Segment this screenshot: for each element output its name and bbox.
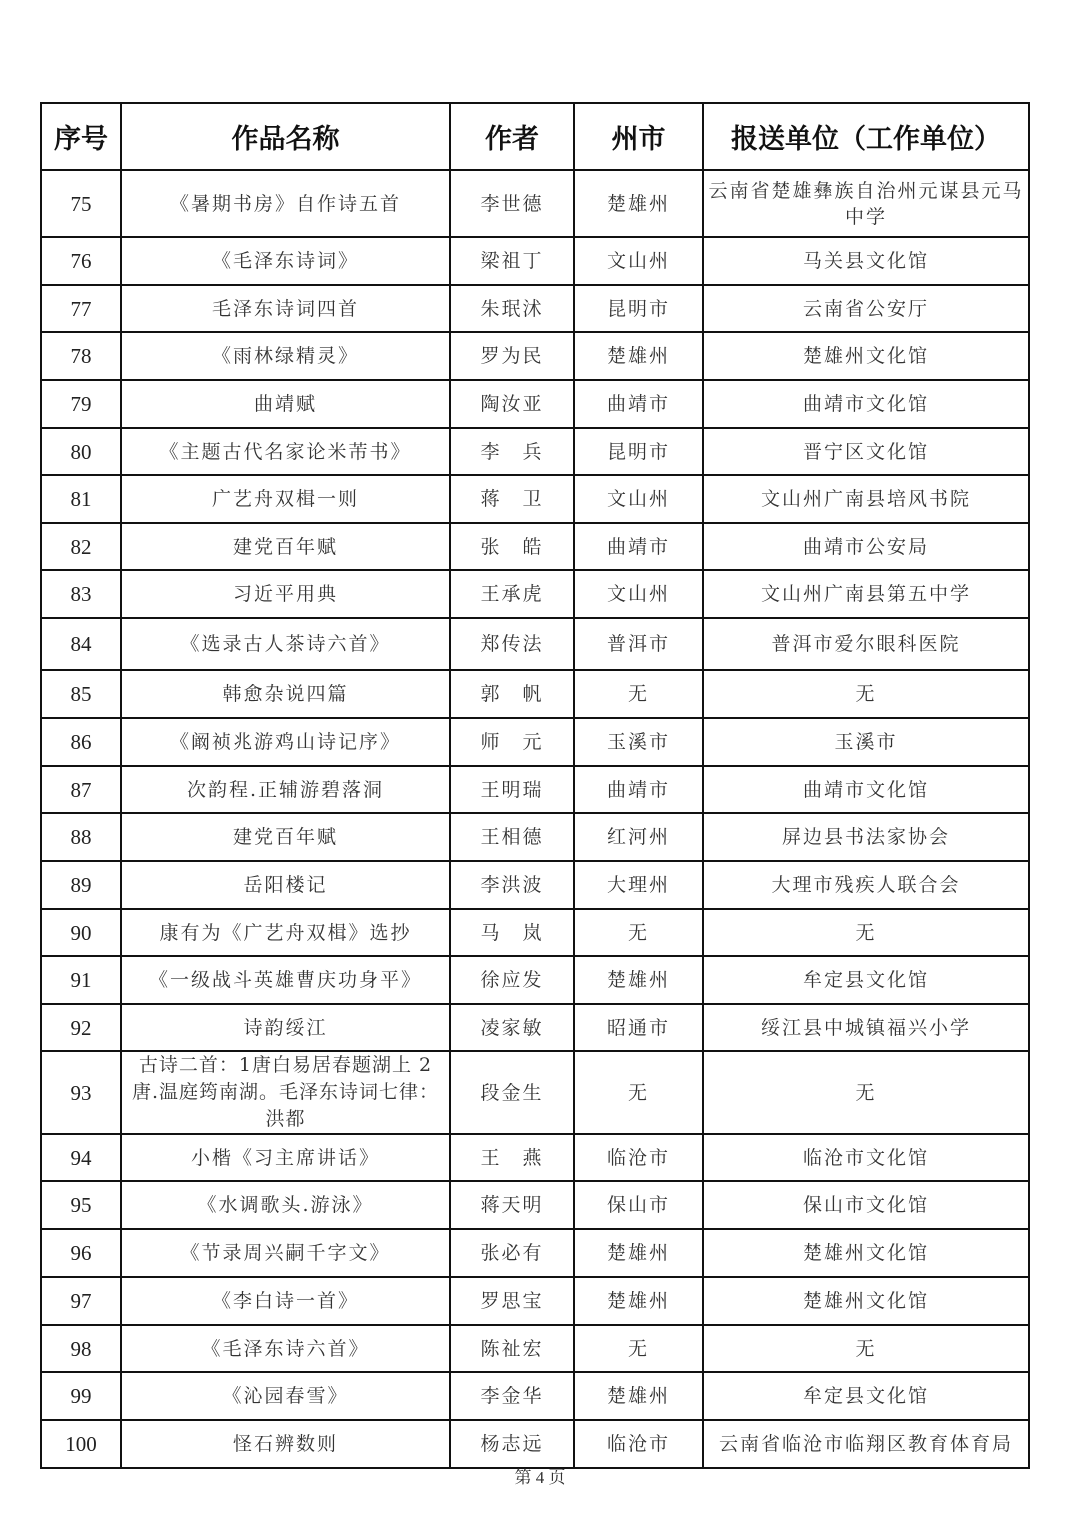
cell-author: 徐应发 xyxy=(450,956,574,1004)
cell-work-title: 小楷《习主席讲话》 xyxy=(121,1134,450,1181)
cell-work-title: 古诗二首：1唐白易居春题湖上 2唐.温庭筠南湖。毛泽东诗词七律：洪都 xyxy=(121,1051,450,1134)
cell-work-title: 《选录古人茶诗六首》 xyxy=(121,618,450,670)
cell-city: 楚雄州 xyxy=(574,1372,703,1420)
cell-submitting-unit: 大理市残疾人联合会 xyxy=(703,861,1029,909)
table-header-row xyxy=(41,103,1029,170)
cell-author: 陈祉宏 xyxy=(450,1325,574,1372)
cell-city: 文山州 xyxy=(574,237,703,285)
table-row xyxy=(41,813,1029,861)
header-work-title: 作品名称 xyxy=(121,103,450,170)
cell-number: 97 xyxy=(41,1277,121,1325)
table-row xyxy=(41,670,1029,718)
cell-city: 楚雄州 xyxy=(574,170,703,237)
cell-author: 郑传法 xyxy=(450,618,574,670)
cell-submitting-unit: 牟定县文化馆 xyxy=(703,1372,1029,1420)
cell-author: 李世德 xyxy=(450,170,574,237)
cell-number: 80 xyxy=(41,428,121,475)
header-submitting-unit: 报送单位（工作单位） xyxy=(703,103,1029,170)
cell-work-title: 《主题古代名家论米芾书》 xyxy=(121,428,450,475)
table-row xyxy=(41,766,1029,813)
table-row xyxy=(41,1181,1029,1229)
submissions-table xyxy=(40,102,1030,1469)
cell-number: 86 xyxy=(41,718,121,766)
cell-number: 95 xyxy=(41,1181,121,1229)
cell-city: 无 xyxy=(574,670,703,718)
cell-author: 朱珉沭 xyxy=(450,285,574,332)
table-row xyxy=(41,237,1029,285)
cell-work-title: 《一级战斗英雄曹庆功身平》 xyxy=(121,956,450,1004)
cell-work-title: 《阚祯兆游鸡山诗记序》 xyxy=(121,718,450,766)
cell-submitting-unit: 云南省公安厅 xyxy=(703,285,1029,332)
cell-author: 梁祖丁 xyxy=(450,237,574,285)
cell-author: 段金生 xyxy=(450,1051,574,1134)
cell-city: 昆明市 xyxy=(574,285,703,332)
cell-number: 98 xyxy=(41,1325,121,1372)
cell-number: 88 xyxy=(41,813,121,861)
table-row xyxy=(41,1229,1029,1277)
cell-city: 大理州 xyxy=(574,861,703,909)
cell-city: 无 xyxy=(574,1325,703,1372)
table-row xyxy=(41,618,1029,670)
cell-number: 79 xyxy=(41,380,121,428)
cell-city: 昭通市 xyxy=(574,1004,703,1051)
cell-work-title: 韩愈杂说四篇 xyxy=(121,670,450,718)
table-row xyxy=(41,1372,1029,1420)
cell-submitting-unit: 无 xyxy=(703,1051,1029,1134)
cell-city: 玉溪市 xyxy=(574,718,703,766)
cell-number: 91 xyxy=(41,956,121,1004)
cell-submitting-unit: 无 xyxy=(703,1325,1029,1372)
cell-submitting-unit: 文山州广南县第五中学 xyxy=(703,570,1029,618)
cell-author: 张 皓 xyxy=(450,523,574,570)
cell-work-title: 《水调歌头.游泳》 xyxy=(121,1181,450,1229)
cell-submitting-unit: 楚雄州文化馆 xyxy=(703,332,1029,380)
cell-city: 楚雄州 xyxy=(574,956,703,1004)
cell-author: 王相德 xyxy=(450,813,574,861)
cell-author: 杨志远 xyxy=(450,1420,574,1468)
table-row xyxy=(41,475,1029,523)
cell-work-title: 毛泽东诗词四首 xyxy=(121,285,450,332)
cell-submitting-unit: 无 xyxy=(703,909,1029,956)
cell-number: 100 xyxy=(41,1420,121,1468)
header-city: 州市 xyxy=(574,103,703,170)
cell-city: 楚雄州 xyxy=(574,1277,703,1325)
cell-submitting-unit: 临沧市文化馆 xyxy=(703,1134,1029,1181)
cell-number: 94 xyxy=(41,1134,121,1181)
page-number: 第 4 页 xyxy=(514,1468,566,1487)
cell-author: 王 燕 xyxy=(450,1134,574,1181)
cell-number: 83 xyxy=(41,570,121,618)
cell-submitting-unit: 绥江县中城镇福兴小学 xyxy=(703,1004,1029,1051)
cell-author: 李洪波 xyxy=(450,861,574,909)
cell-number: 92 xyxy=(41,1004,121,1051)
cell-submitting-unit: 玉溪市 xyxy=(703,718,1029,766)
cell-number: 93 xyxy=(41,1051,121,1134)
cell-author: 郭 帆 xyxy=(450,670,574,718)
table-row xyxy=(41,1277,1029,1325)
cell-submitting-unit: 普洱市爱尔眼科医院 xyxy=(703,618,1029,670)
cell-city: 文山州 xyxy=(574,475,703,523)
cell-city: 曲靖市 xyxy=(574,766,703,813)
cell-work-title: 诗韵绥江 xyxy=(121,1004,450,1051)
cell-submitting-unit: 保山市文化馆 xyxy=(703,1181,1029,1229)
cell-number: 99 xyxy=(41,1372,121,1420)
cell-submitting-unit: 云南省临沧市临翔区教育体育局 xyxy=(703,1420,1029,1468)
cell-work-title: 广艺舟双楫一则 xyxy=(121,475,450,523)
cell-city: 文山州 xyxy=(574,570,703,618)
table-body xyxy=(41,170,1029,1468)
table-row xyxy=(41,170,1029,237)
cell-work-title: 次韵程.正辅游碧落洞 xyxy=(121,766,450,813)
cell-work-title: 怪石辨数则 xyxy=(121,1420,450,1468)
cell-number: 77 xyxy=(41,285,121,332)
cell-number: 76 xyxy=(41,237,121,285)
table-row xyxy=(41,285,1029,332)
cell-city: 曲靖市 xyxy=(574,380,703,428)
cell-number: 82 xyxy=(41,523,121,570)
cell-author: 李金华 xyxy=(450,1372,574,1420)
cell-city: 红河州 xyxy=(574,813,703,861)
cell-author: 师 元 xyxy=(450,718,574,766)
cell-author: 蒋 卫 xyxy=(450,475,574,523)
cell-city: 临沧市 xyxy=(574,1134,703,1181)
cell-author: 李 兵 xyxy=(450,428,574,475)
cell-author: 张必有 xyxy=(450,1229,574,1277)
cell-city: 无 xyxy=(574,1051,703,1134)
cell-work-title: 《沁园春雪》 xyxy=(121,1372,450,1420)
table-row xyxy=(41,1134,1029,1181)
cell-submitting-unit: 云南省楚雄彝族自治州元谋县元马中学 xyxy=(703,170,1029,237)
table-row xyxy=(41,861,1029,909)
table-row xyxy=(41,332,1029,380)
cell-number: 84 xyxy=(41,618,121,670)
cell-author: 陶汝亚 xyxy=(450,380,574,428)
cell-submitting-unit: 牟定县文化馆 xyxy=(703,956,1029,1004)
cell-city: 曲靖市 xyxy=(574,523,703,570)
cell-author: 凌家敏 xyxy=(450,1004,574,1051)
cell-submitting-unit: 楚雄州文化馆 xyxy=(703,1229,1029,1277)
table-row xyxy=(41,1004,1029,1051)
cell-submitting-unit: 晋宁区文化馆 xyxy=(703,428,1029,475)
cell-author: 王明瑞 xyxy=(450,766,574,813)
cell-work-title: 《毛泽东诗六首》 xyxy=(121,1325,450,1372)
table-row xyxy=(41,380,1029,428)
cell-work-title: 岳阳楼记 xyxy=(121,861,450,909)
cell-number: 85 xyxy=(41,670,121,718)
header-author: 作者 xyxy=(450,103,574,170)
cell-author: 罗思宝 xyxy=(450,1277,574,1325)
header-number: 序号 xyxy=(41,103,121,170)
cell-author: 马 岚 xyxy=(450,909,574,956)
cell-work-title: 《李白诗一首》 xyxy=(121,1277,450,1325)
cell-work-title: 《雨林绿精灵》 xyxy=(121,332,450,380)
cell-number: 96 xyxy=(41,1229,121,1277)
cell-submitting-unit: 马关县文化馆 xyxy=(703,237,1029,285)
cell-author: 蒋天明 xyxy=(450,1181,574,1229)
cell-number: 89 xyxy=(41,861,121,909)
cell-number: 81 xyxy=(41,475,121,523)
cell-number: 87 xyxy=(41,766,121,813)
cell-city: 保山市 xyxy=(574,1181,703,1229)
table-row xyxy=(41,428,1029,475)
cell-city: 普洱市 xyxy=(574,618,703,670)
cell-author: 罗为民 xyxy=(450,332,574,380)
cell-work-title: 建党百年赋 xyxy=(121,523,450,570)
table-row xyxy=(41,570,1029,618)
table-row xyxy=(41,1420,1029,1468)
table-row xyxy=(41,909,1029,956)
cell-work-title: 《节录周兴嗣千字文》 xyxy=(121,1229,450,1277)
cell-submitting-unit: 曲靖市公安局 xyxy=(703,523,1029,570)
cell-number: 78 xyxy=(41,332,121,380)
table-row xyxy=(41,718,1029,766)
cell-submitting-unit: 无 xyxy=(703,670,1029,718)
table-row xyxy=(41,1325,1029,1372)
cell-city: 临沧市 xyxy=(574,1420,703,1468)
table-row xyxy=(41,1051,1029,1134)
cell-author: 王承虎 xyxy=(450,570,574,618)
cell-submitting-unit: 曲靖市文化馆 xyxy=(703,766,1029,813)
cell-number: 75 xyxy=(41,170,121,237)
table-row xyxy=(41,956,1029,1004)
cell-city: 楚雄州 xyxy=(574,1229,703,1277)
cell-work-title: 曲靖赋 xyxy=(121,380,450,428)
cell-work-title: 《毛泽东诗词》 xyxy=(121,237,450,285)
cell-work-title: 习近平用典 xyxy=(121,570,450,618)
table-row xyxy=(41,523,1029,570)
cell-work-title: 《暑期书房》自作诗五首 xyxy=(121,170,450,237)
cell-city: 无 xyxy=(574,909,703,956)
cell-city: 昆明市 xyxy=(574,428,703,475)
cell-work-title: 建党百年赋 xyxy=(121,813,450,861)
cell-submitting-unit: 楚雄州文化馆 xyxy=(703,1277,1029,1325)
cell-number: 90 xyxy=(41,909,121,956)
cell-work-title: 康有为《广艺舟双楫》选抄 xyxy=(121,909,450,956)
cell-submitting-unit: 屏边县书法家协会 xyxy=(703,813,1029,861)
cell-city: 楚雄州 xyxy=(574,332,703,380)
cell-submitting-unit: 曲靖市文化馆 xyxy=(703,380,1029,428)
cell-submitting-unit: 文山州广南县培风书院 xyxy=(703,475,1029,523)
